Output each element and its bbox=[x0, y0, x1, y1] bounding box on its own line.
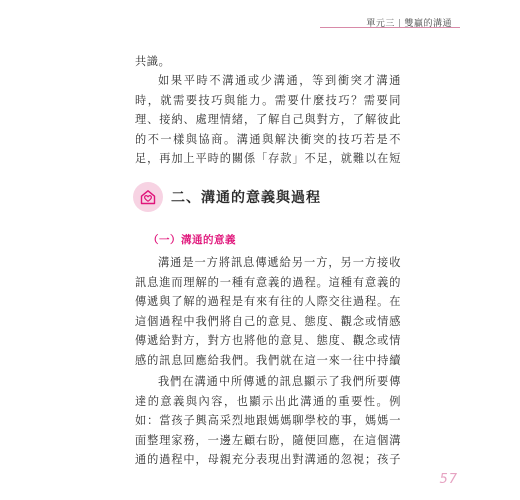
subsection-title: （一）溝通的意義 bbox=[148, 234, 236, 246]
header-rule bbox=[320, 27, 460, 28]
paragraph-communication-example: 我們在溝通中所傳遞的訊息顯示了我們所要傳達的意義與內容，也顯示出此溝通的重要性。例如：當孩子興高采烈地跟媽媽聊學校的事，媽媽一面整理家務，一邊左顧右盼，隨便回應，在這個溝通的過程中，母親充分表現出對溝通的忽視；孩子 bbox=[135, 375, 401, 466]
header-unit: 單元三 bbox=[366, 19, 395, 29]
section-heading bbox=[133, 182, 321, 212]
header-separator: | bbox=[397, 19, 402, 29]
section-title: 二、溝通的意義與過程 bbox=[171, 190, 321, 206]
house-heart-icon bbox=[133, 182, 163, 212]
intro-tail-paragraph: 共識。 bbox=[135, 55, 171, 68]
paragraph-conflict-skills: 如果平時不溝通或少溝通，等到衝突才溝通時，就需要技巧與能力。需要什麼技巧？需要同理、接納、處理情緒，了解自己與對方，了解彼此的不一樣與協商。溝通與解決衝突的技巧若是不足，再加上平時的關係「存款」不足，就難以在短 bbox=[135, 74, 401, 165]
page-number: 57 bbox=[439, 472, 458, 487]
header-topic: 雙贏的溝通 bbox=[404, 19, 452, 29]
paragraph-meaning-of-communication: 溝通是一方將訊息傳遞給另一方，另一方接收訊息進而理解的一種有意義的過程。這種有意義的傳遞與了解的過程是有來有往的人際交往過程。在這個過程中我們將自己的意見、態度、觀念或情感傳遞給對方，對方也將他的意見、態度、觀念或情感的訊息回應給我們。我們就在這一來一往中持續 bbox=[135, 256, 401, 367]
house-heart-icon-glyph bbox=[139, 188, 157, 206]
